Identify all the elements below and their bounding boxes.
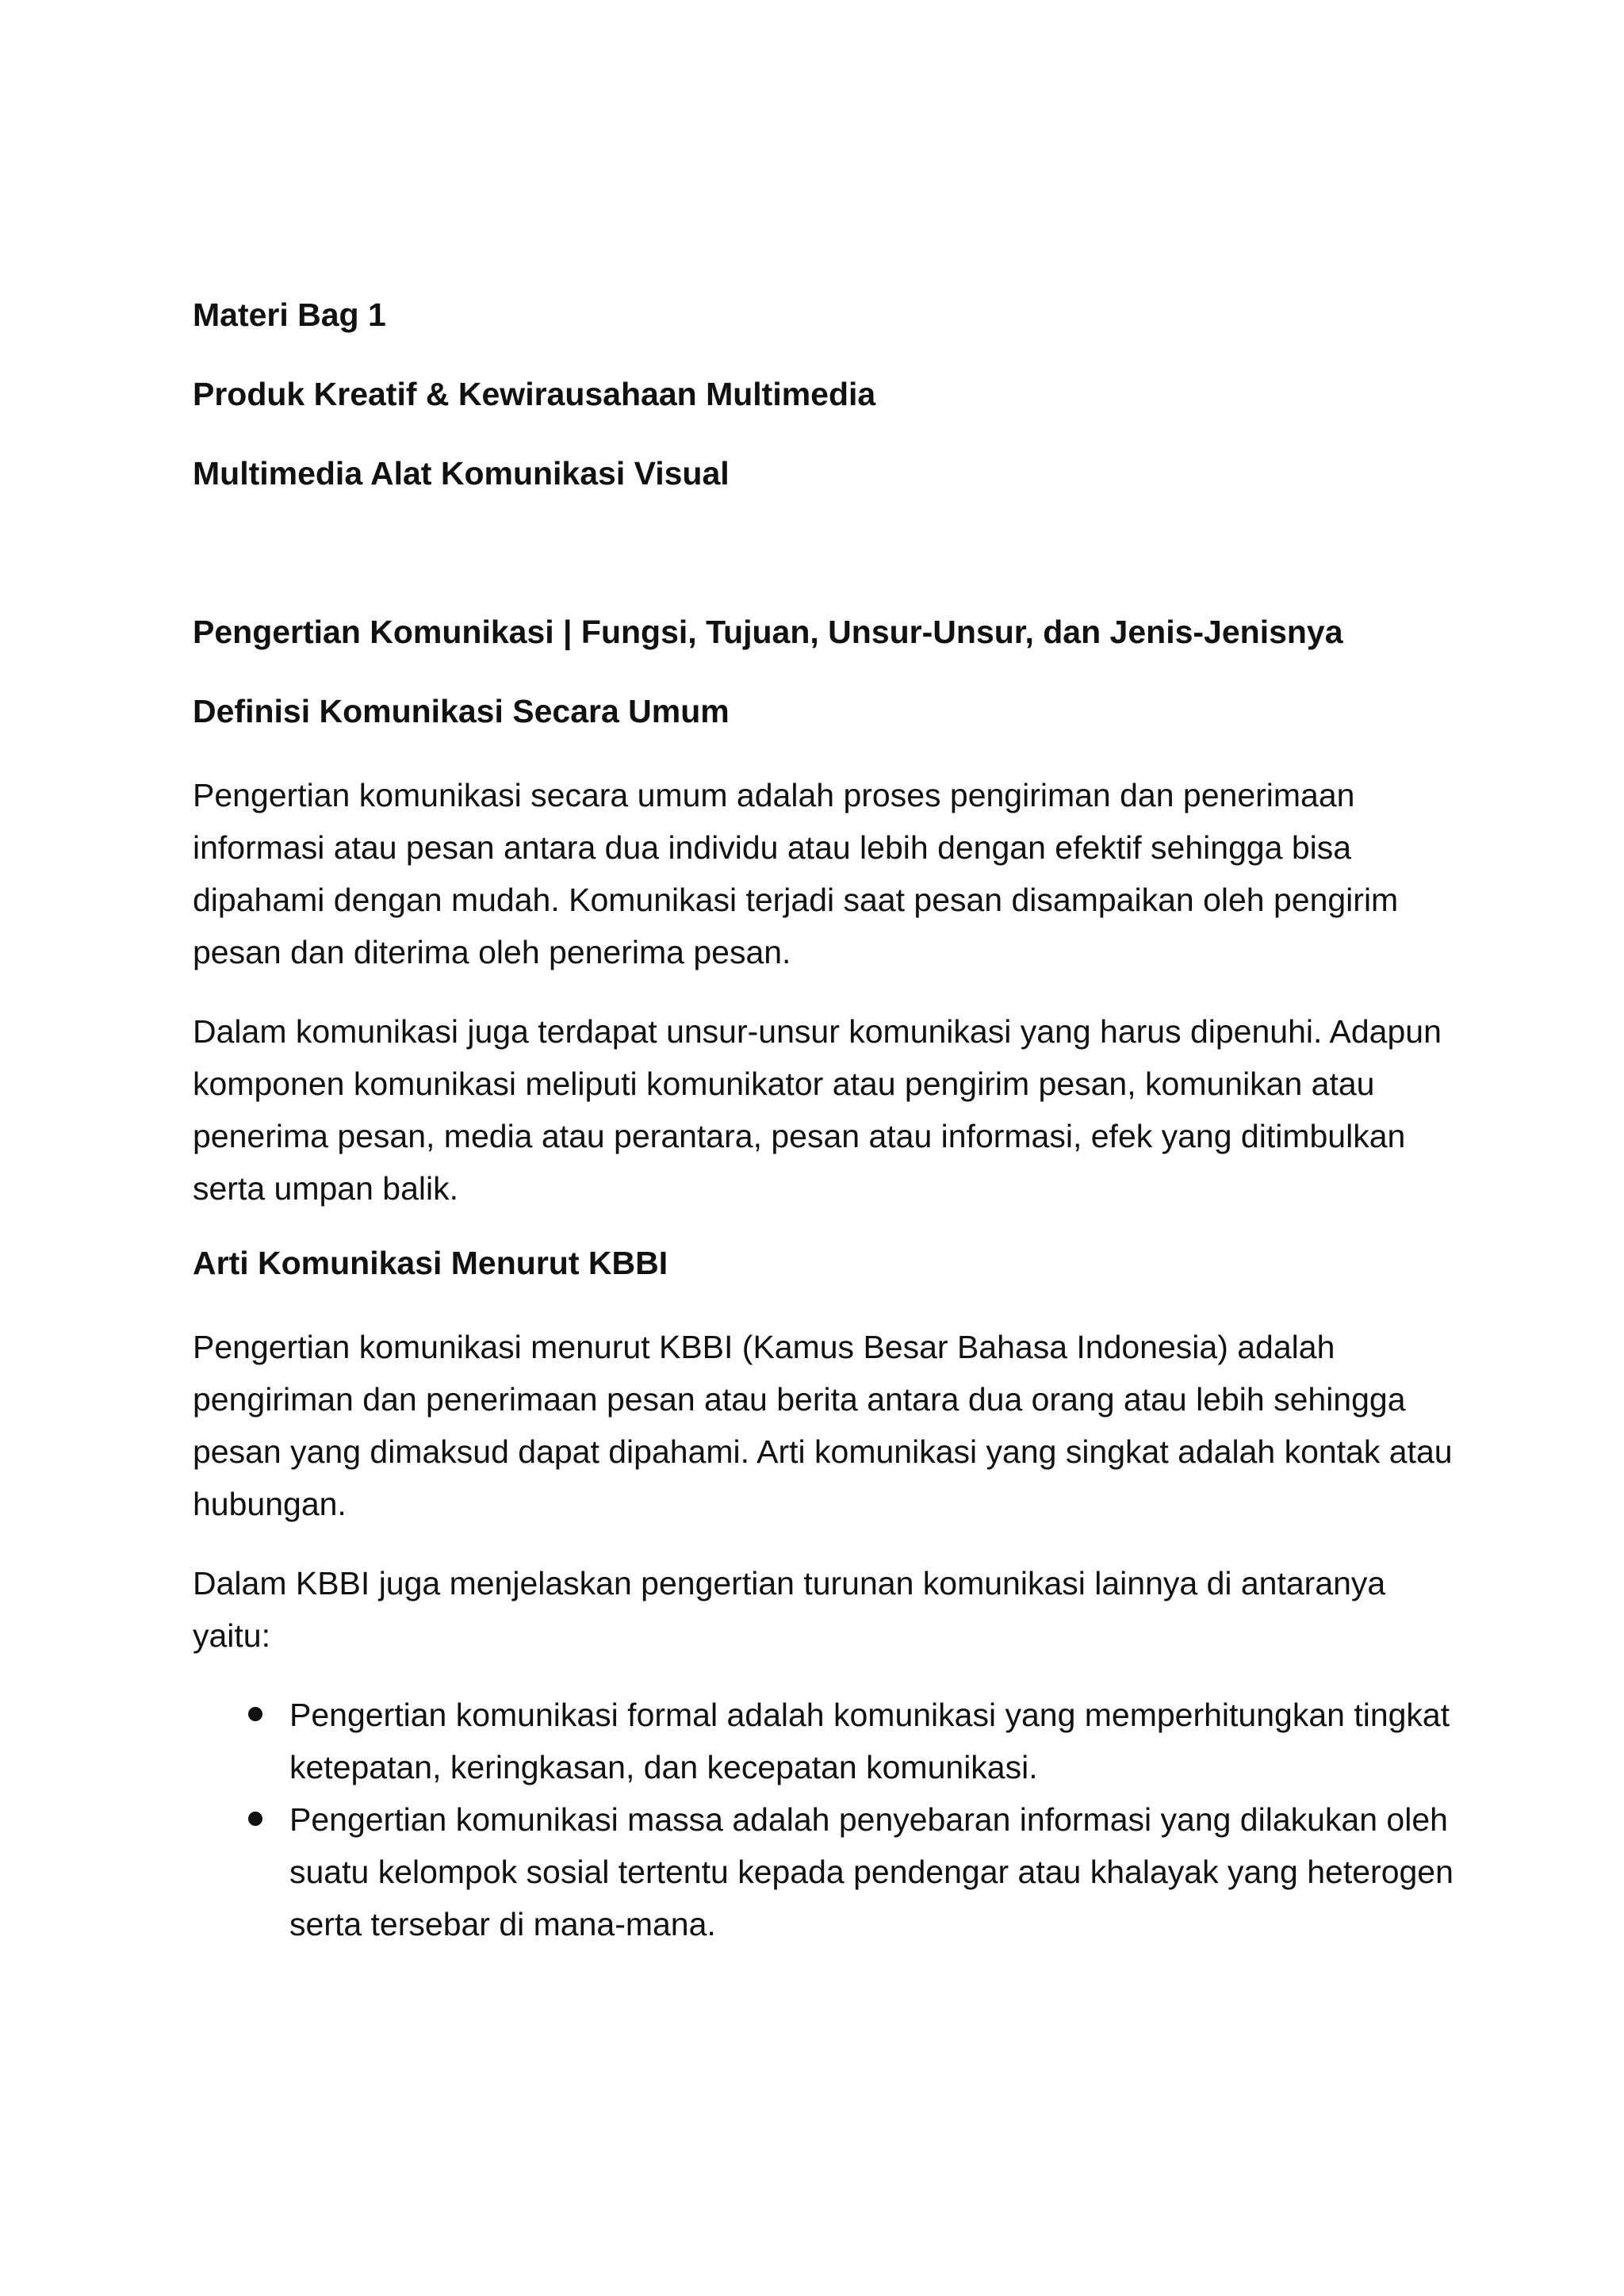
header-line-3: Multimedia Alat Komunikasi Visual [193, 455, 730, 492]
list-item-text: Pengertian komunikasi massa adalah penyebaran informasi yang dilakukan oleh suatu kelompok sosial tertentu kepada pendengar atau khalayak yang heterogen serta tersebar di mana-mana. [289, 1801, 1454, 1942]
section2-paragraph-2: Dalam KBBI juga menjelaskan pengertian turunan komunikasi lainnya di antaranya yaitu: [193, 1565, 1386, 1654]
main-title: Pengertian Komunikasi | Fungsi, Tujuan, Unsur-Unsur, dan Jenis-Jenisnya [193, 614, 1343, 650]
section2-heading: Arti Komunikasi Menurut KBBI [193, 1245, 668, 1281]
section2-paragraph-1: Pengertian komunikasi menurut KBBI (Kamus Besar Bahasa Indonesia) adalah pengiriman dan penerimaan pesan atau berita antara dua orang atau lebih sehingga pesan yang dimaksud dapat dipahami. Arti komunikasi yang singkat adalah kontak atau hubungan. [193, 1329, 1453, 1522]
bullet-icon [248, 1812, 262, 1826]
list-item [193, 1793, 1465, 1950]
header-line-2: Produk Kreatif & Kewirausahaan Multimedia [193, 376, 876, 412]
header-line-1: Materi Bag 1 [193, 297, 386, 333]
document-content [193, 293, 1465, 1950]
list-item-text: Pengertian komunikasi formal adalah komunikasi yang memperhitungkan tingkat ketepatan, keringkasan, dan kecepatan komunikasi. [289, 1697, 1450, 1785]
bullet-list [193, 1689, 1465, 1950]
section1-paragraph-1: Pengertian komunikasi secara umum adalah proses pengiriman dan penerimaan informasi atau pesan antara dua individu atau lebih dengan efektif sehingga bisa dipahami dengan mudah. Komunikasi terjadi saat pesan disampaikan oleh pengirim pesan dan diterima oleh penerima pesan. [193, 777, 1399, 970]
section1-heading: Definisi Komunikasi Secara Umum [193, 693, 730, 729]
list-item [193, 1689, 1465, 1793]
bullet-icon [248, 1707, 262, 1721]
section1-paragraph-2: Dalam komunikasi juga terdapat unsur-unsur komunikasi yang harus dipenuhi. Adapun komponen komunikasi meliputi komunikator atau pengirim pesan, komunikan atau penerima pesan, media atau perantara, pesan atau informasi, efek yang ditimbulkan serta umpan balik. [193, 1013, 1442, 1207]
